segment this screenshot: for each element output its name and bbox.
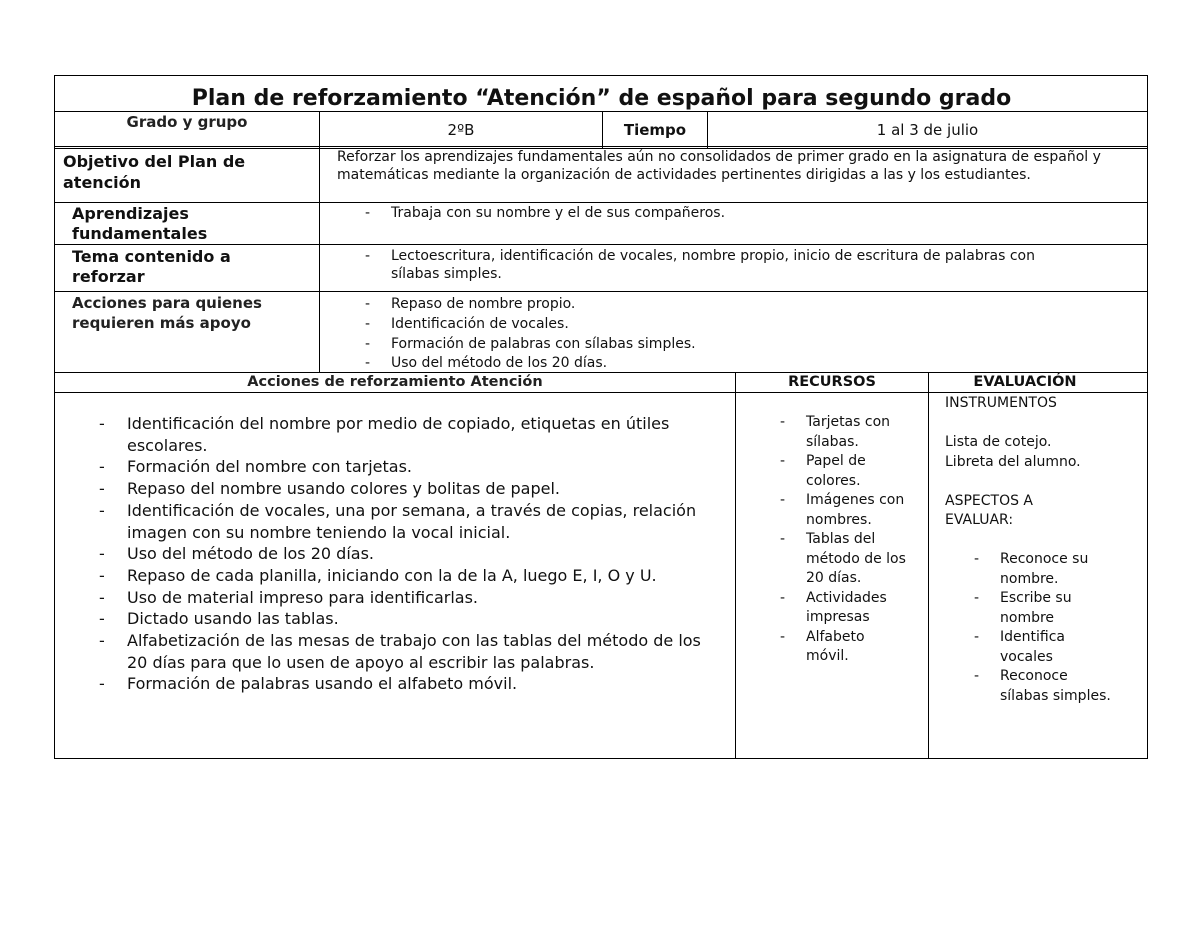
grado-value: 2ºB [447, 121, 475, 139]
tema-label: Tema contenido a reforzar [72, 247, 231, 286]
list-item: - Identificación de vocales, una por semana, a través de copias, relación imagen con su nombre teniendo la vocal inicial. [127, 500, 717, 543]
instrumento-item: Lista de cotejo. [945, 434, 1052, 450]
acciones-list [127, 413, 717, 695]
instrumento-item: Libreta del alumno. [945, 453, 1081, 470]
evaluacion-header: EVALUACIÓN [973, 374, 1077, 390]
aprendizajes-label: Aprendizajes fundamentales [72, 204, 208, 243]
list-item: - Identificación del nombre por medio de copiado, etiquetas en útiles escolares. [127, 413, 717, 456]
acciones-apoyo-list [391, 294, 1091, 372]
list-item: - Actividades impresas [806, 589, 910, 628]
list-item: - Tarjetas con sílabas. [806, 413, 910, 452]
list-item: - Uso de material impreso para identificarlas. [127, 587, 717, 609]
list-item: - Identificación de vocales. [391, 314, 1091, 334]
list-item: - Lectoescritura, identificación de vocales, nombre propio, inicio de escritura de palabras con sílabas simples. [391, 247, 1071, 283]
list-item: - Imágenes con nombres. [806, 491, 910, 530]
objetivo-text: Reforzar los aprendizajes fundamentales aún no consolidados de primer grado en la asignatura de español y matemáticas mediante la organización de actividades pertinentes dirigidas a las y los estudiantes. [337, 149, 1101, 183]
grado-label: Grado y grupo [126, 113, 248, 131]
objetivo-label: Objetivo del Plan de atención [63, 152, 246, 192]
list-item: - Escribe su nombre [1000, 589, 1120, 628]
list-item: - Repaso de nombre propio. [391, 294, 1091, 314]
list-item: - Dictado usando las tablas. [127, 608, 717, 630]
list-item: - Formación del nombre con tarjetas. [127, 456, 717, 478]
list-item: - Uso del método de los 20 días. [391, 354, 1091, 372]
list-item: - Reconoce sílabas simples. [1000, 667, 1120, 706]
list-item: - Formación de palabras con sílabas simples. [391, 334, 1091, 354]
tiempo-value: 1 al 3 de julio [876, 121, 979, 139]
list-item: - Repaso del nombre usando colores y bolitas de papel. [127, 478, 717, 500]
list-item: - Repaso de cada planilla, iniciando con la de la A, luego E, I, O y U. [127, 565, 717, 587]
list-item: - Reconoce su nombre. [1000, 550, 1120, 589]
instrumentos-label: INSTRUMENTOS [945, 395, 1057, 411]
list-item: - Papel de colores. [806, 452, 910, 491]
aprendizajes-list [391, 204, 1111, 224]
list-item: - Alfabeto móvil. [806, 628, 910, 667]
list-item: - Identifica vocales [1000, 628, 1120, 667]
aspectos-list [1000, 550, 1120, 706]
page-title: Plan de reforzamiento “Atención” de español para segundo grado [191, 86, 1012, 111]
acciones-header: Acciones de reforzamiento Atención [247, 374, 543, 390]
recursos-header: RECURSOS [788, 374, 876, 390]
tiempo-label: Tiempo [623, 121, 687, 139]
list-item: - Formación de palabras usando el alfabeto móvil. [127, 673, 717, 695]
recursos-list [806, 413, 910, 667]
list-item: - Tablas del método de los 20 días. [806, 530, 910, 589]
tema-list [391, 247, 1071, 283]
list-item: - Trabaja con su nombre y el de sus compañeros. [391, 204, 1111, 224]
evaluacion-block [945, 394, 1135, 706]
list-item: - Uso del método de los 20 días. [127, 543, 717, 565]
aspectos-label: ASPECTOS A EVALUAR: [945, 492, 1034, 528]
list-item: - Alfabetización de las mesas de trabajo con las tablas del método de los 20 días para que lo usen de apoyo al escribir las palabras. [127, 630, 717, 673]
acciones-apoyo-label: Acciones para quienes requieren más apoyo [72, 294, 262, 332]
